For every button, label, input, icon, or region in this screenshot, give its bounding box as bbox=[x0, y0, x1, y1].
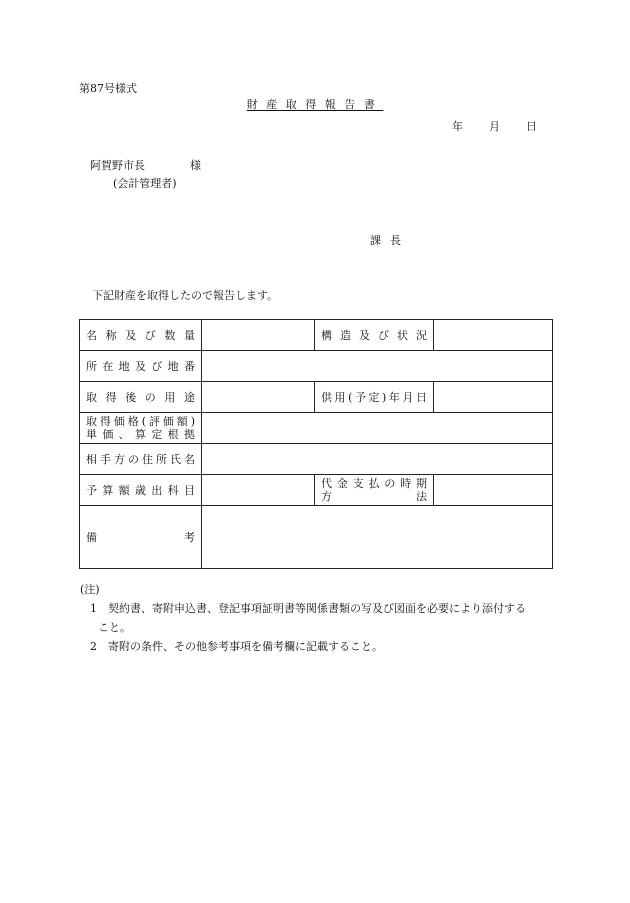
note-number: 2 bbox=[90, 640, 97, 653]
remarks-label bbox=[86, 531, 195, 544]
service-date-label: 供用(予定)年月日 bbox=[321, 390, 427, 404]
usage-value-cell[interactable] bbox=[202, 382, 315, 413]
note-item bbox=[90, 600, 526, 616]
price-label-line-1: 取得価格(評価額) bbox=[86, 415, 195, 428]
table-row bbox=[80, 320, 553, 351]
report-table bbox=[79, 319, 553, 569]
table-row bbox=[80, 475, 553, 506]
location-lot-value-cell[interactable] bbox=[202, 351, 553, 382]
table-row bbox=[80, 444, 553, 475]
document-title: 財産取得報告書 bbox=[246, 98, 384, 111]
name-quantity-label: 名称及び数量 bbox=[86, 328, 195, 342]
price-label-line-2: 単価、算定根拠 bbox=[86, 428, 195, 441]
addressee-honorific: 様 bbox=[190, 159, 201, 172]
table-row bbox=[80, 351, 553, 382]
section-chief-label: 課長 bbox=[370, 234, 410, 247]
table-row bbox=[80, 413, 553, 444]
date-year-label: 年 bbox=[452, 120, 463, 133]
name-quantity-value-cell[interactable] bbox=[202, 320, 315, 351]
payment-label-part-a: 方 bbox=[321, 490, 332, 503]
label-cell bbox=[315, 475, 434, 506]
date-day-label: 日 bbox=[526, 120, 537, 133]
payment-label-part-b: 法 bbox=[416, 490, 427, 503]
label-cell bbox=[80, 506, 202, 569]
addressee bbox=[90, 157, 201, 173]
payment-label-line-1: 代金支払の時期 bbox=[321, 477, 427, 490]
note-number: 1 bbox=[90, 602, 97, 615]
service-date-value-cell[interactable] bbox=[434, 382, 553, 413]
location-lot-label: 所在地及び地番 bbox=[86, 359, 195, 373]
payment-label-line-2 bbox=[321, 490, 427, 503]
structure-status-label: 構造及び状況 bbox=[321, 328, 427, 342]
label-cell bbox=[80, 382, 202, 413]
remarks-label-part-b: 考 bbox=[184, 530, 195, 544]
label-cell bbox=[315, 320, 434, 351]
payment-value-cell[interactable] bbox=[434, 475, 553, 506]
remarks-label-part-a: 備 bbox=[86, 530, 97, 544]
label-cell bbox=[315, 382, 434, 413]
date-month-label: 月 bbox=[489, 120, 500, 133]
table-row bbox=[80, 382, 553, 413]
label-cell bbox=[80, 444, 202, 475]
label-cell bbox=[80, 413, 202, 444]
structure-status-value-cell[interactable] bbox=[434, 320, 553, 351]
note-text: 契約書、寄附申込書、登記事項証明書等関係書類の写及び図面を必要により添付する bbox=[108, 602, 526, 615]
label-cell bbox=[80, 320, 202, 351]
note-item-continuation: こと。 bbox=[98, 621, 131, 634]
addressee-sub: (会計管理者) bbox=[113, 177, 177, 190]
form-number: 第87号様式 bbox=[79, 82, 137, 95]
notes-heading: (注) bbox=[80, 583, 100, 596]
note-item bbox=[90, 638, 383, 654]
intro-text: 下記財産を取得したので報告します。 bbox=[92, 289, 279, 302]
date-line bbox=[452, 118, 537, 134]
remarks-value-cell[interactable] bbox=[202, 506, 553, 569]
usage-label: 取得後の用途 bbox=[86, 390, 195, 404]
note-text: 寄附の条件、その他参考事項を備考欄に記載すること。 bbox=[108, 640, 383, 653]
table-row bbox=[80, 506, 553, 569]
counterparty-value-cell[interactable] bbox=[202, 444, 553, 475]
addressee-name: 阿賀野市長 bbox=[90, 159, 145, 172]
label-cell bbox=[80, 351, 202, 382]
price-value-cell[interactable] bbox=[202, 413, 553, 444]
budget-value-cell[interactable] bbox=[202, 475, 315, 506]
budget-label: 予算額歳出科目 bbox=[86, 483, 195, 497]
counterparty-label: 相手方の住所氏名 bbox=[86, 452, 195, 466]
label-cell bbox=[80, 475, 202, 506]
